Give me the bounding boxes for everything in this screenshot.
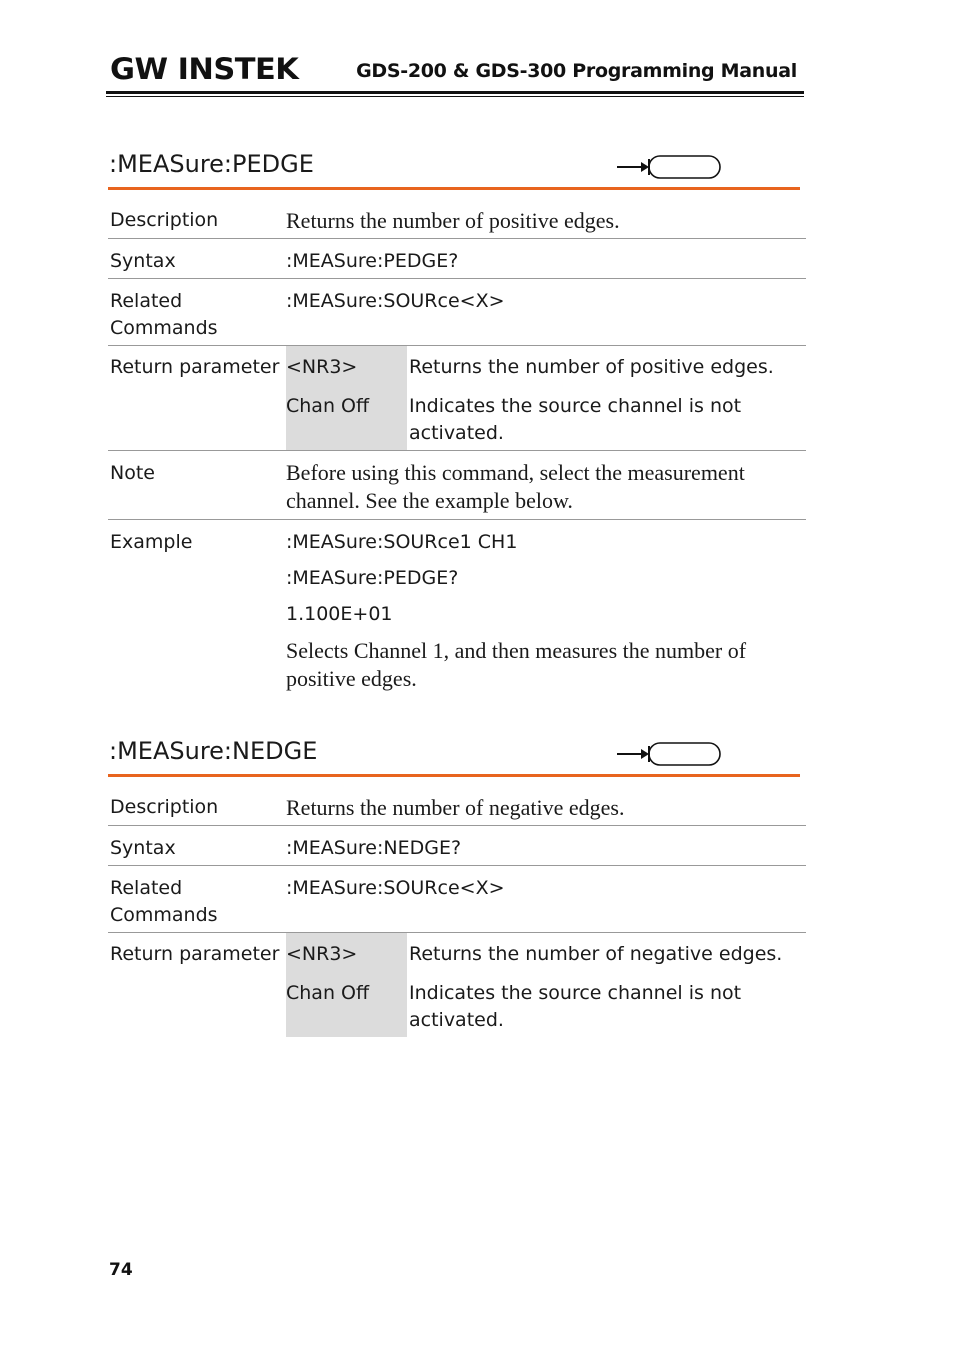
- note-label: Note: [110, 462, 155, 484]
- param-desc: Indicates the source channel is not activated.: [409, 982, 742, 1031]
- description-label: Description: [110, 796, 219, 818]
- related-command: :MEASure:SOURce<X>: [286, 290, 505, 312]
- description-text: Returns the number of negative edges.: [286, 795, 625, 820]
- param-desc: Returns the number of positive edges.: [409, 356, 774, 378]
- row-divider: [108, 865, 806, 866]
- syntax-label: Syntax: [110, 837, 176, 859]
- related-command: :MEASure:SOURce<X>: [286, 877, 505, 899]
- param-name: Chan Off: [286, 982, 370, 1004]
- syntax-label: Syntax: [110, 250, 176, 272]
- return-parameter-label: Return parameter: [110, 356, 280, 378]
- header-rule-thin: [106, 96, 804, 97]
- manual-title: GDS-200 & GDS-300 Programming Manual: [356, 60, 797, 82]
- example-line: :MEASure:PEDGE?: [286, 567, 459, 589]
- example-line: :MEASure:SOURce1 CH1: [286, 531, 518, 553]
- row-divider: [108, 345, 806, 346]
- header-rule: [106, 91, 804, 94]
- gw-instek-logo: GW INSTEK: [110, 52, 299, 86]
- related-label: Related: [110, 877, 183, 899]
- related-label-2: Commands: [110, 317, 218, 339]
- row-divider: [108, 238, 806, 239]
- param-desc: Returns the number of negative edges.: [409, 943, 783, 965]
- example-line: 1.100E+01: [286, 603, 393, 625]
- query-icon: [615, 154, 723, 180]
- return-parameter-label: Return parameter: [110, 943, 280, 965]
- related-label-2: Commands: [110, 904, 218, 926]
- syntax-text: :MEASure:NEDGE?: [286, 837, 462, 859]
- syntax-text: :MEASure:PEDGE?: [286, 250, 459, 272]
- description-label: Description: [110, 209, 219, 231]
- row-divider: [108, 519, 806, 520]
- row-divider: [108, 932, 806, 933]
- param-name: <NR3>: [286, 356, 358, 378]
- section-divider: [108, 774, 800, 777]
- section-title-pedge: :MEASure:PEDGE: [109, 150, 314, 178]
- related-label: Related: [110, 290, 183, 312]
- row-divider: [108, 450, 806, 451]
- row-divider: [108, 278, 806, 279]
- example-label: Example: [110, 531, 193, 553]
- param-desc: Indicates the source channel is not activated.: [409, 395, 742, 444]
- page-number: 74: [109, 1260, 133, 1280]
- section-divider: [108, 187, 800, 190]
- description-text: Returns the number of positive edges.: [286, 208, 620, 233]
- param-name: <NR3>: [286, 943, 358, 965]
- example-text: Selects Channel 1, and then measures the number of positive edges.: [286, 638, 747, 691]
- section-title-nedge: :MEASure:NEDGE: [109, 737, 318, 765]
- row-divider: [108, 825, 806, 826]
- query-icon: [615, 741, 723, 767]
- param-name: Chan Off: [286, 395, 370, 417]
- note-text: Before using this command, select the measurement channel. See the example below.: [286, 460, 745, 513]
